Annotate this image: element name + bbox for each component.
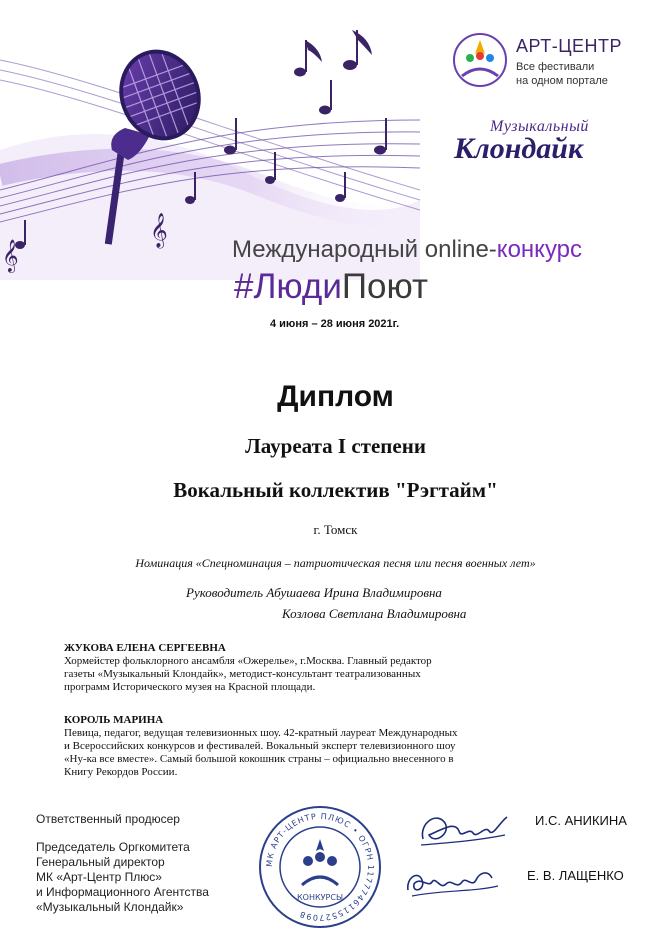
contest-title-part-1: Международный online- <box>232 236 497 263</box>
laureate-degree: Лауреата I степени <box>245 434 426 458</box>
svg-text:𝄞: 𝄞 <box>150 213 168 248</box>
art-center-subtitle-line-2: на одном портале <box>516 75 608 87</box>
contest-hashtag <box>234 267 428 307</box>
leader-line-1: Руководитель Абушаева Ирина Владимировна <box>186 585 442 600</box>
art-center-subtitle-line-1: Все фестивали <box>516 61 595 73</box>
chair-signature <box>402 860 502 904</box>
organization-stamp <box>258 805 382 929</box>
chair-label-line: Генеральный директор <box>36 855 165 869</box>
chair-name: Е. В. ЛАЩЕНКО <box>527 868 624 883</box>
stamp-bottom-text: КОНКУРСЫ <box>296 893 344 902</box>
hashtag-part-1: #Люди <box>234 267 342 306</box>
svg-text:𝄞: 𝄞 <box>2 239 19 272</box>
chair-label-line: Председатель Оргкомитета <box>36 840 190 854</box>
jury-member-bio-line: и Всероссийских конкурсов и фестивалей. Вокальный эксперт телевизионного шоу <box>64 740 456 752</box>
jury-member-bio-line: Книгу Рекордов России. <box>64 766 178 778</box>
contest-title-part-2: конкурс <box>496 236 583 263</box>
jury-member <box>64 714 534 779</box>
diploma-title: Диплом <box>277 380 394 413</box>
art-center-subtitle <box>516 60 656 88</box>
chair-label <box>36 840 276 915</box>
jury-member <box>64 642 534 694</box>
art-center-title: АРТ-ЦЕНТР <box>516 36 623 56</box>
leader-line-2: Козлова Светлана Владимировна <box>282 606 467 621</box>
producer-name: И.С. АНИКИНА <box>535 813 627 828</box>
contest-title <box>232 236 582 264</box>
musical-klondike-logo <box>452 118 652 178</box>
jury-member-bio-line: газеты «Музыкальный Клондайк», методист-консультант театрализованных <box>64 668 421 680</box>
jury-member-name: КОРОЛЬ МАРИНА <box>64 714 164 726</box>
svg-text:МК АРТ-ЦЕНТР ПЛЮС • ОГРН 11777 <box>265 812 375 922</box>
contest-dates: 4 июня – 28 июня 2021г. <box>270 318 400 330</box>
stamp-ring-text: МК АРТ-ЦЕНТР ПЛЮС • ОГРН 1177746115527098 <box>264 811 376 923</box>
art-center-logo <box>452 32 652 90</box>
jury-member-name: ЖУКОВА ЕЛЕНА СЕРГЕЕВНА <box>64 642 226 654</box>
jury-member-bio-line: «Ну-ка все вместе». Самый большой кокошник страны – официально внесенного в <box>64 753 454 765</box>
recipient-name: Вокальный коллектив "Рэгтайм" <box>173 478 498 502</box>
chair-label-line: МК «Арт-Центр Плюс» <box>36 870 162 884</box>
jury-member-bio-line: программ Исторического музея на Красной площади. <box>64 681 316 693</box>
producer-signature <box>415 805 510 853</box>
chair-label-line: и Информационного Агентства <box>36 885 209 899</box>
recipient-city: г. Томск <box>313 522 358 537</box>
chair-label-line: «Музыкальный Клондайк» <box>36 900 184 914</box>
nomination-text: Номинация «Спецноминация – патриотическая песня или песня военных лет» <box>135 556 536 570</box>
klondike-logo-big-text: Клондайк <box>454 132 584 165</box>
art-center-emblem-icon <box>452 32 508 88</box>
jury-member-bio-line: Хормейстер фольклорного ансамбля «Ожерелье», г.Москва. Главный редактор <box>64 655 432 667</box>
hashtag-part-2: Поют <box>341 267 429 306</box>
jury-member-bio-line: Певица, педагог, ведущая телевизионных шоу. 42-кратный лауреат Международных <box>64 727 458 739</box>
klondike-logo-small-text: Музыкальный <box>490 118 589 135</box>
producer-label: Ответственный продюсер <box>36 812 180 826</box>
